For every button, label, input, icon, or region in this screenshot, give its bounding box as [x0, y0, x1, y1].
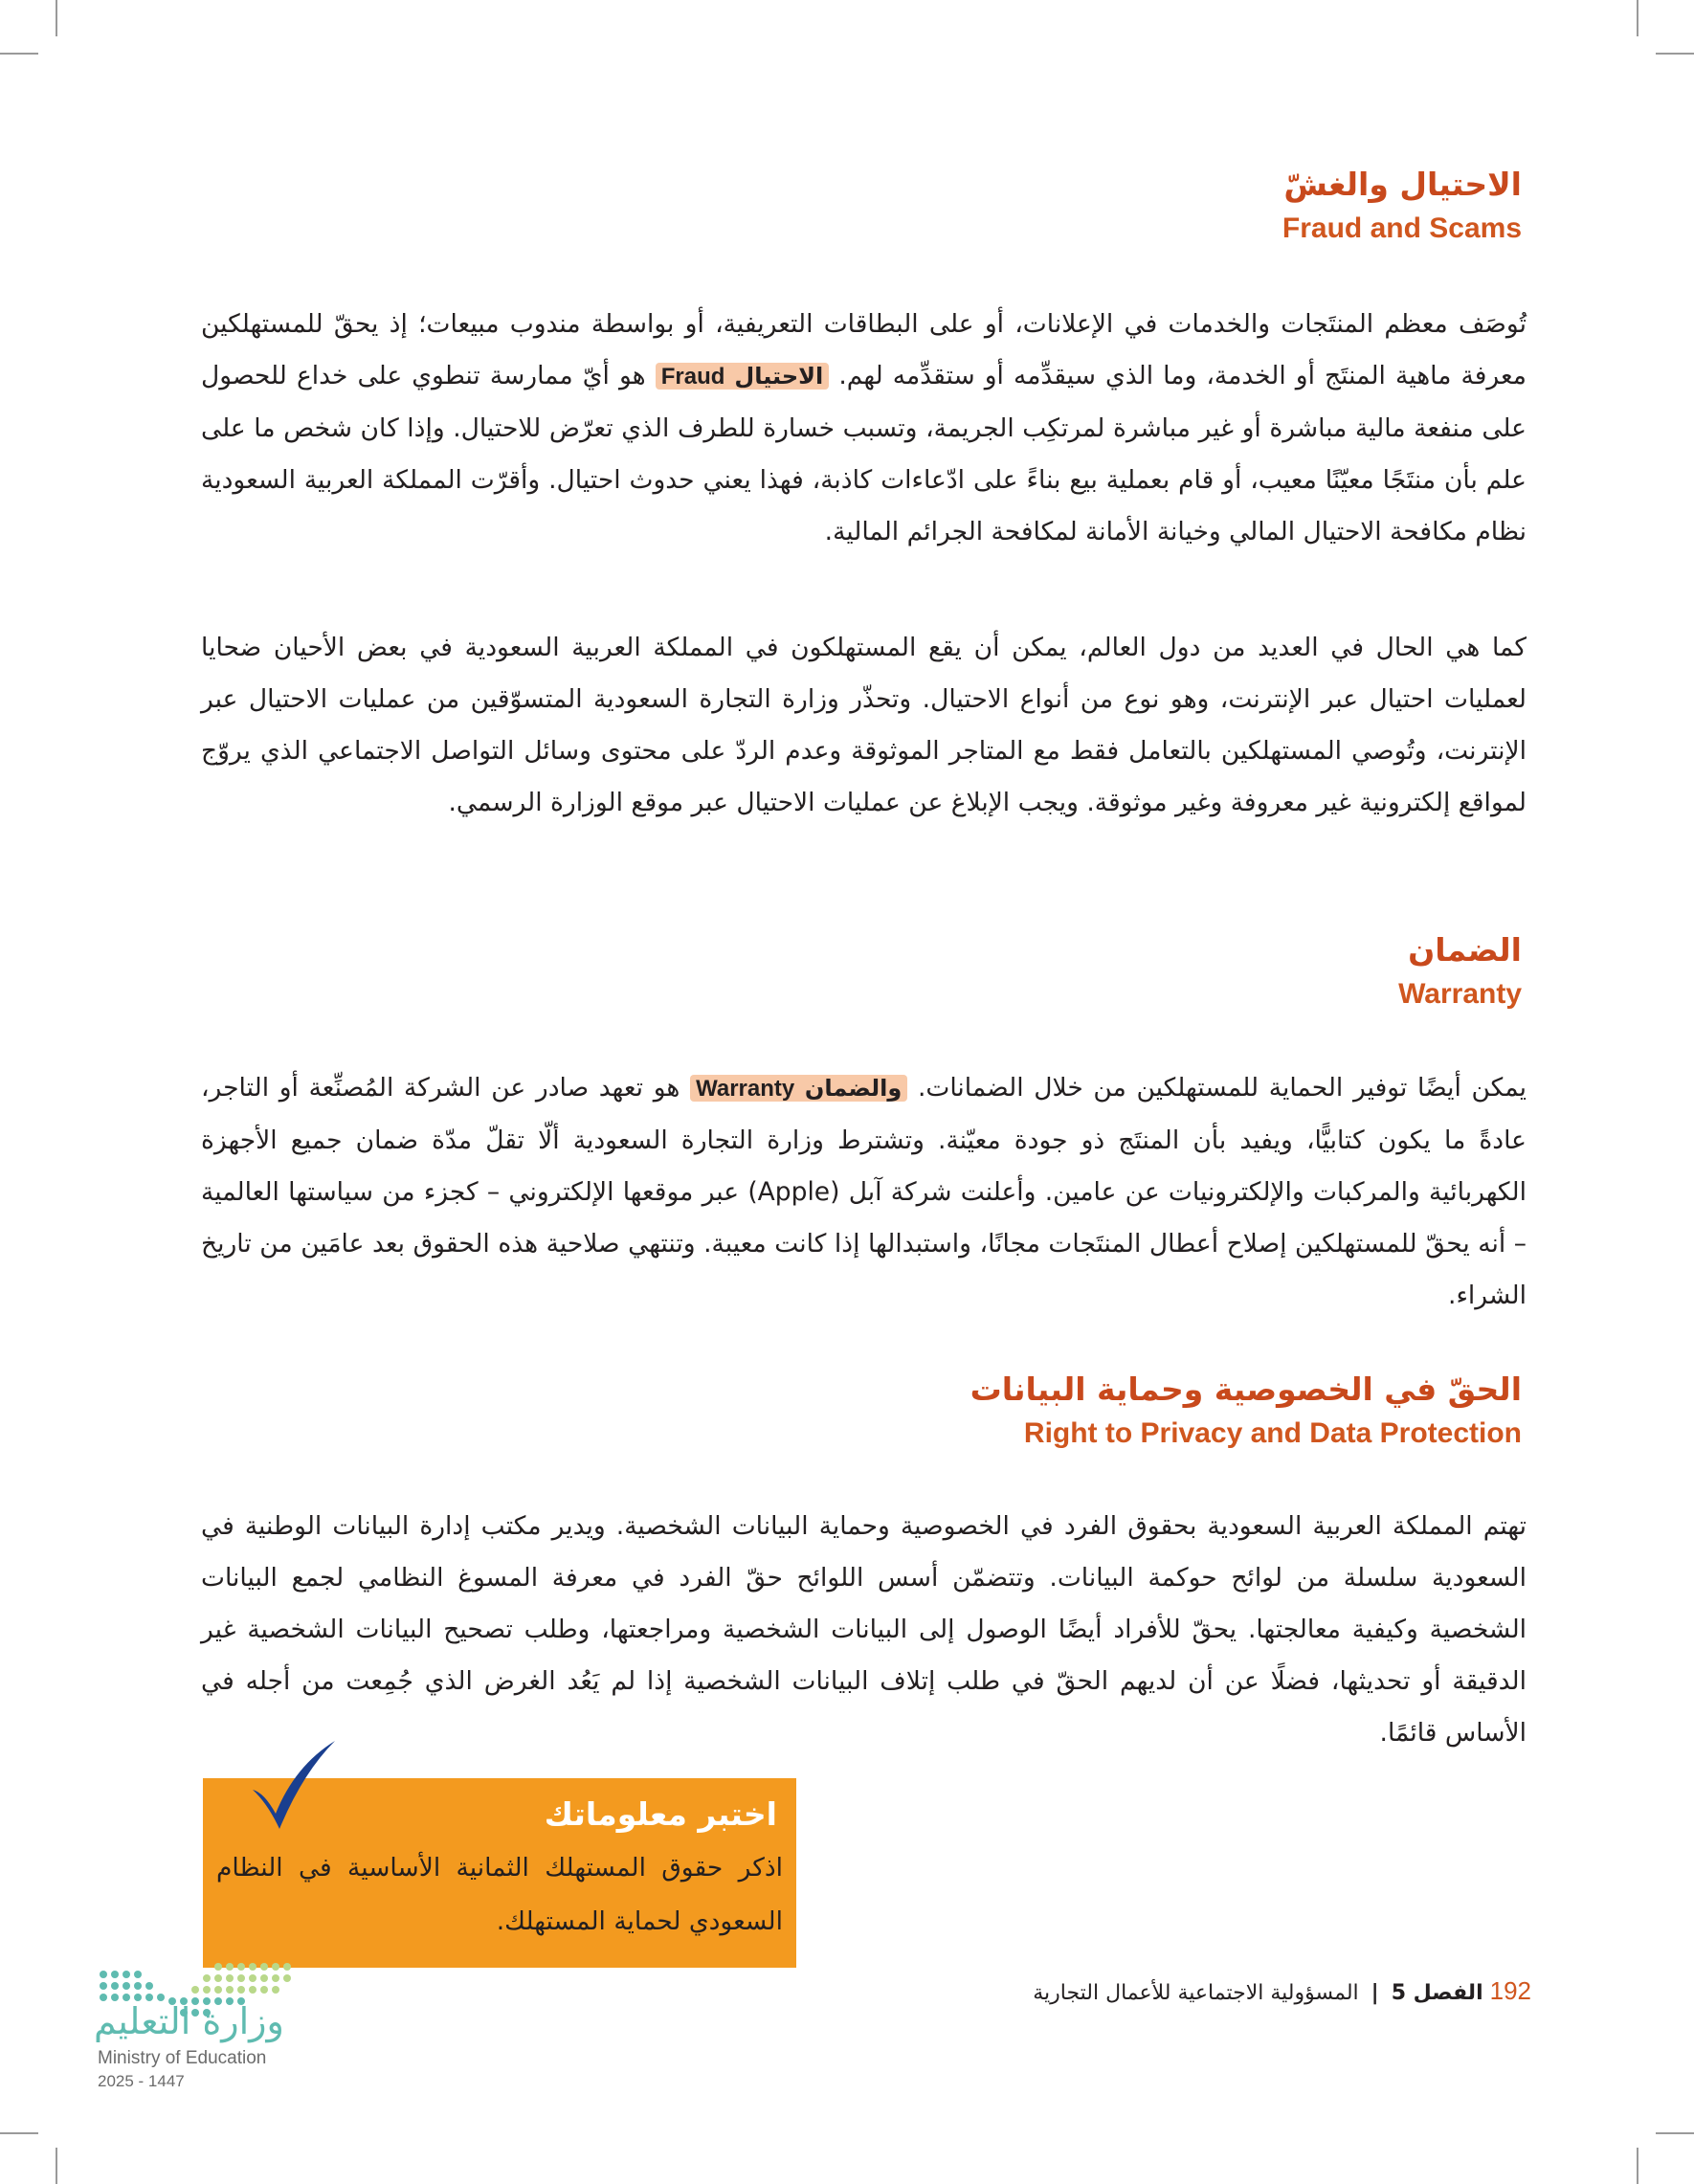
- paragraph-text: يمكن أيضًا توفير الحماية للمستهلكين من خلال الضمانات.: [917, 1073, 1527, 1103]
- book-title: المسؤولية الاجتماعية للأعمال التجارية: [1033, 1981, 1359, 2005]
- section-title-en: Warranty: [1398, 978, 1522, 1010]
- crop-mark: [1656, 2132, 1694, 2134]
- paragraph-online-fraud: كما هي الحال في العديد من دول العالم، يمكن أن يقع المستهلكون في المملكة العربية السعودية في بعض الأحيان ضحايا لعمليات احتيال عبر الإنترنت، وهو نوع من أنواع الاحتيال. وتحذّر وزارة التجارة السعودية المتسوّقين من عمليات الاحتيال عبر الإنترنت، وتُوصي المستهلكين بالتعامل فقط مع المتاجر الموثوقة وعدم الردّ على محتوى وسائل التواصل الاجتماعي الذي يروّج لمواقع إلكترونية غير معروفة وغير موثوقة. ويجب الإبلاغ عن عمليات الاحتيال عبر موقع الوزارة الرسمي.: [201, 633, 1527, 817]
- logo-name-ar: وزارة التعليم: [94, 2000, 284, 2042]
- paragraph-privacy: تهتم المملكة العربية السعودية بحقوق الفرد في الخصوصية وحماية البيانات الشخصية. ويدير مكتب إدارة البيانات الوطنية في السعودية سلسلة من لوائح حوكمة البيانات. وتتضمّن أسس اللوائح حقّ الفرد في معرفة المسوغ النظامي لجمع البيانات الشخصية وكيفية معالجتها. يحقّ للأفراد أيضًا الوصول إلى البيانات الشخصية ومراجعتها، وطلب تصحيح البيانات الشخصية غير الدقيقة أو تحديثها، فضلًا عن أن لديهم الحقّ في طلب إتلاف البيانات الشخصية إذا لم يَعُد الغرض الذي جُمِعت من أجله في الأساس قائمًا.: [201, 1511, 1527, 1748]
- crop-mark: [56, 0, 57, 36]
- term-highlight-fraud: [656, 363, 830, 390]
- section-heading-privacy: [201, 1371, 1522, 1450]
- term-ar: الاحتيال: [734, 363, 824, 390]
- chapter-label: الفصل 5: [1391, 1981, 1483, 2005]
- section-title-ar: الاحتيال والغشّ: [1283, 166, 1522, 203]
- term-ar: والضمان: [804, 1075, 903, 1102]
- paragraph-text: هو تعهد صادر عن الشركة المُصنِّعة أو التاجر، عادةً ما يكون كتابيًّا، ويفيد بأن المنتَج ذو جودة معيّنة. وتشترط وزارة التجارة السعودية ألّا تقلّ مدّة ضمان جميع الأجهزة الكهربائية والمركبات والإلكترونيات عن عامين. وأعلنت شركة آبل (Apple) عبر موقعها الإلكتروني – كجزء من سياستها العالمية – أنه يحقّ للمستهلكين إصلاح أعطال المنتَجات مجانًا، واستبدالها إذا كانت معيبة. وتنتهي صلاحية هذه الحقوق بعد عامَين من تاريخ الشراء.: [201, 1073, 1527, 1310]
- section-title-en: Right to Privacy and Data Protection: [1023, 1417, 1522, 1449]
- page-footer: [861, 1976, 1531, 2006]
- section-title-en: Fraud and Scams: [1282, 212, 1522, 244]
- footer-separator: |: [1371, 1981, 1379, 2005]
- term-en: Fraud: [660, 364, 725, 390]
- section-title-ar: الحقّ في الخصوصية وحماية البيانات: [970, 1371, 1522, 1408]
- term-en: Warranty: [696, 1076, 795, 1102]
- paragraph-fraud-definition: [201, 299, 1527, 558]
- paragraph-warranty: [201, 1062, 1527, 1322]
- paragraph-text: هو أيّ ممارسة تنطوي على خداع للحصول على منفعة مالية مباشرة أو غير مباشرة لمرتكِب الجريمة، وتسبب خسارة للطرف الذي تعرّض للاحتيال. وإذا كان شخص ما على علم بأن منتَجًا معيّنًا معيب، أو قام بعملية بيع بناءً على ادّعاءات كاذبة، فهذا يعني حدوث احتيال. وأقرّت المملكة العربية السعودية نظام مكافحة الاحتيال المالي وخيانة الأمانة لمكافحة الجرائم المالية.: [201, 361, 1527, 546]
- checkmark-icon: [247, 1737, 338, 1833]
- page-number: 192: [1489, 1976, 1531, 2005]
- logo-year: 2025 - 1447: [98, 2072, 185, 2090]
- term-highlight-warranty: [690, 1075, 907, 1102]
- crop-mark: [0, 53, 38, 55]
- paragraph-text: تُوصَف معظم المنتَجات والخدمات في الإعلانات، أو على البطاقات التعريفية، أو بواسطة مندوب مبيعات؛ إذ يحقّ للمستهلكين معرفة ماهية المنتَج أو الخدمة، وما الذي سيقدِّمه أو ستقدِّمه لهم.: [201, 309, 1527, 390]
- logo-name-en: Ministry of Education: [98, 2048, 267, 2068]
- quiz-title: اختبر معلوماتك: [544, 1795, 777, 1833]
- section-heading-warranty: [201, 931, 1522, 1011]
- crop-mark: [1637, 0, 1638, 36]
- quiz-question: اذكر حقوق المستهلك الثمانية الأساسية في النظام السعودي لحماية المستهلك.: [216, 1853, 783, 1936]
- section-title-ar: الضمان: [1408, 931, 1522, 969]
- crop-mark: [1637, 2148, 1638, 2184]
- section-heading-fraud: [201, 166, 1522, 245]
- crop-mark: [56, 2148, 57, 2184]
- crop-mark: [0, 2132, 38, 2134]
- crop-mark: [1656, 53, 1694, 55]
